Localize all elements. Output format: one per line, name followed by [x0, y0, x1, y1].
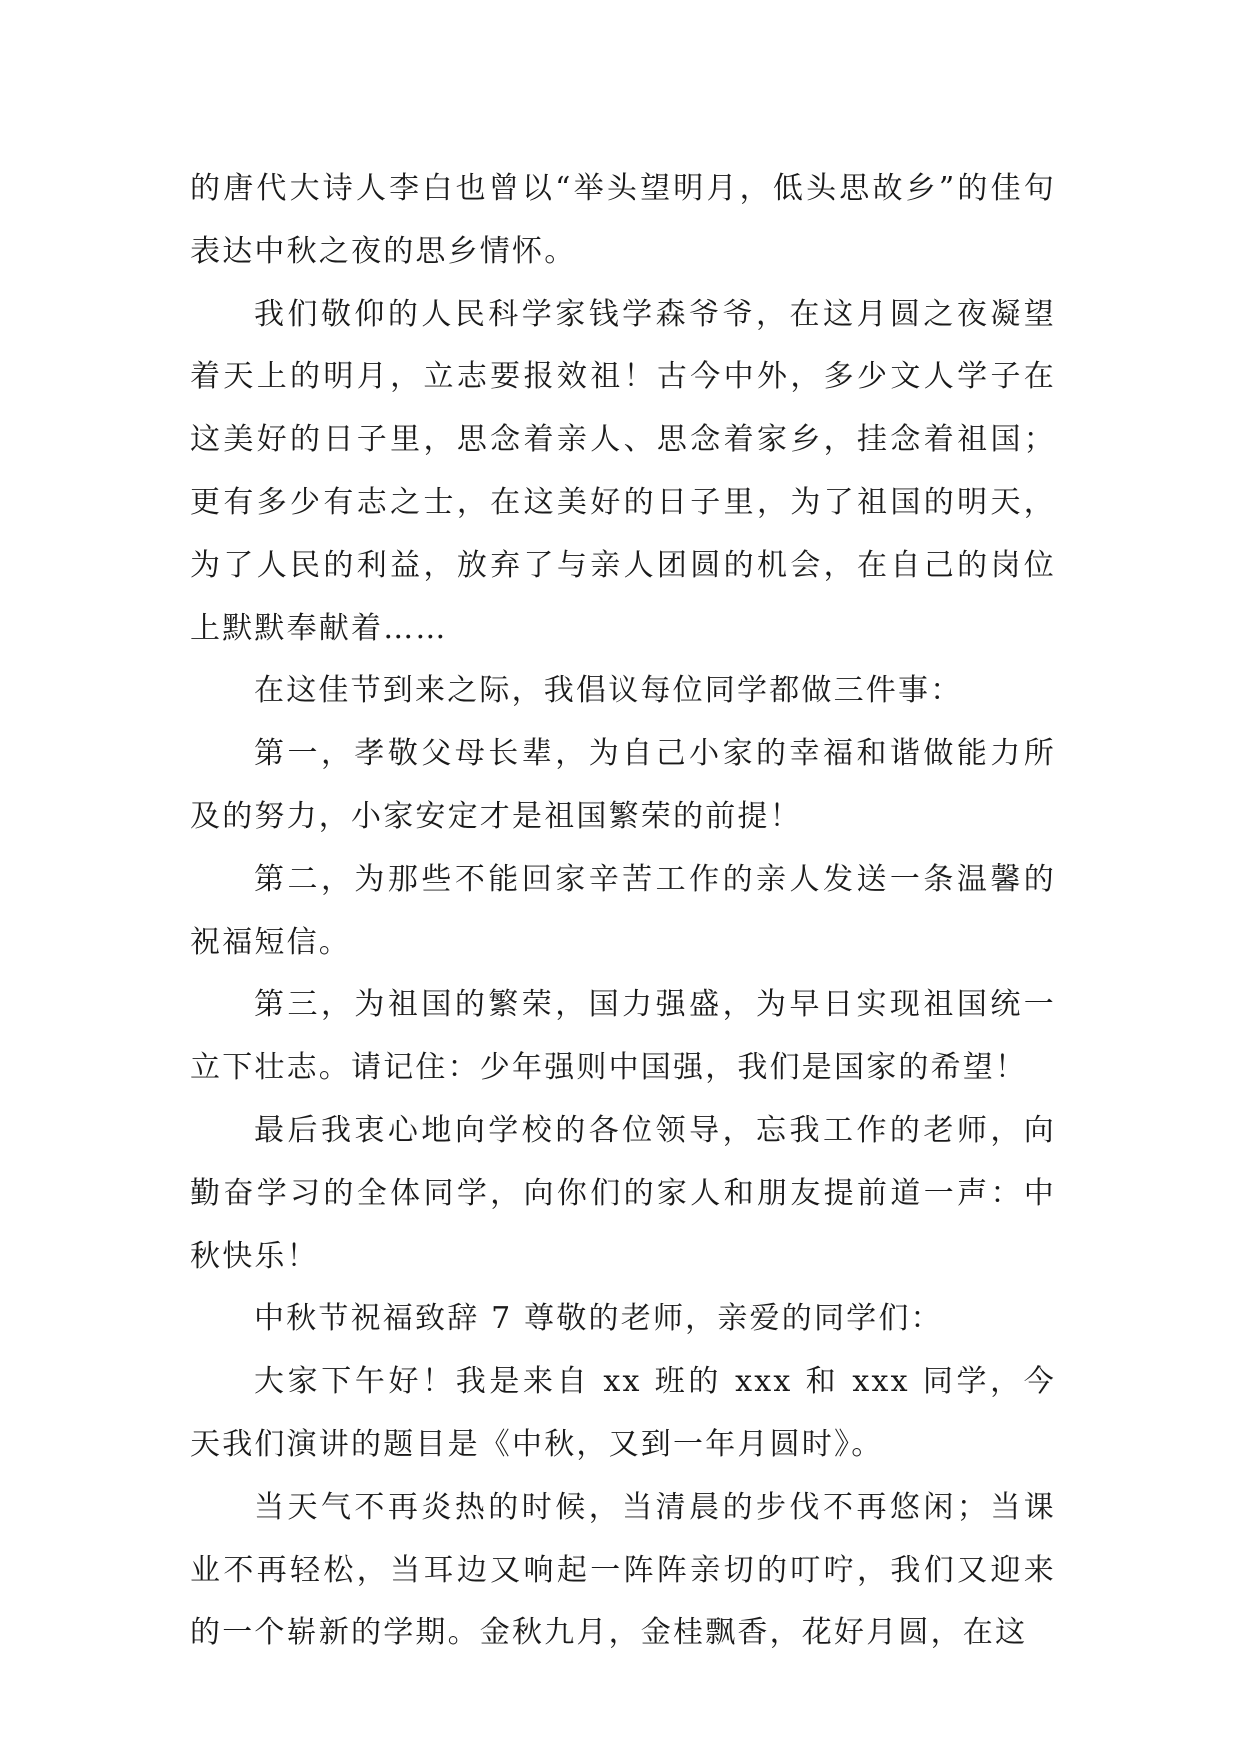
document-body	[190, 158, 1056, 1665]
paragraph-1: 的唐代大诗人李白也曾以“举头望明月，低头思故乡”的佳句表达中秋之夜的思乡情怀。	[190, 171, 1056, 269]
paragraph-3: 在这佳节到来之际，我倡议每位同学都做三件事：	[254, 673, 963, 709]
paragraph-5: 第二，为那些不能回家辛苦工作的亲人发送一条温馨的祝福短信。	[190, 861, 1056, 960]
paragraph-6: 第三，为祖国的繁荣，国力强盛，为早日实现祖国统一立下壮志。请记住：少年强则中国强，我们是国家的希望！	[190, 987, 1056, 1086]
paragraph-9: 大家下午好！我是来自 xx 班的 xxx 和 xxx 同学，今天我们演讲的题目是《中秋，又到一年月圆时》。	[190, 1364, 1056, 1462]
paragraph-8: 中秋节祝福致辞 7 尊敬的老师，亲爱的同学们：	[254, 1301, 943, 1337]
paragraph-7: 最后我衷心地向学校的各位领导，忘我工作的老师，向勤奋学习的全体同学，向你们的家人和朋友提前道一声：中秋快乐！	[190, 1112, 1056, 1274]
paragraph-2: 我们敬仰的人民科学家钱学森爷爷，在这月圆之夜凝望着天上的明月，立志要报效祖！古今中外，多少文人学子在这美好的日子里，思念着亲人、思念着家乡，挂念着祖国；更有多少有志之士，在这美好的日子里，为了祖国的明天，为了人民的利益，放弃了与亲人团圆的机会，在自己的岗位上默默奉献着……	[190, 296, 1056, 646]
paragraph-4: 第一，孝敬父母长辈，为自己小家的幸福和谐做能力所及的努力，小家安定才是祖国繁荣的前提！	[190, 736, 1056, 834]
paragraph-10: 当天气不再炎热的时候，当清晨的步伐不再悠闲；当课业不再轻松，当耳边又响起一阵阵亲切的叮咛，我们又迎来的一个崭新的学期。金秋九月，金桂飘香，花好月圆，在这	[190, 1489, 1056, 1651]
